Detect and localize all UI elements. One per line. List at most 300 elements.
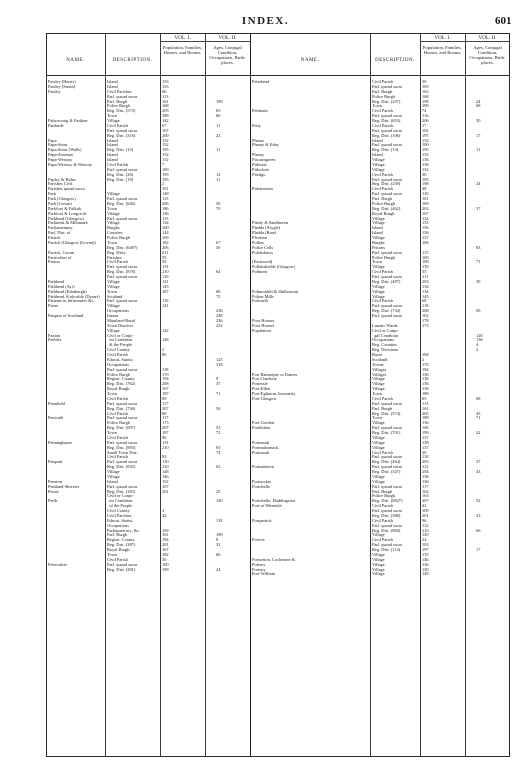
index-entry-name: Port-Eglinton, Inverarity bbox=[252, 392, 296, 396]
index-entry-name: Penicuik bbox=[48, 416, 64, 421]
index-vol-one-ref: 102 bbox=[422, 314, 429, 318]
index-entry-description: Parl. quoad sacra bbox=[372, 304, 403, 309]
index-vol-one-ref: 195 bbox=[162, 148, 169, 153]
index-vol-one-ref: 142 bbox=[162, 328, 169, 333]
index-entry-description: Village bbox=[107, 221, 120, 226]
index-entry-description: Civil Parish bbox=[372, 109, 393, 114]
index-entry-description: Mainland-Rural bbox=[107, 318, 136, 323]
index-vol-one-ref: 117 bbox=[422, 484, 429, 489]
index-entry-description: Town bbox=[372, 104, 382, 109]
index-entry-description: Reg. Dist. (646) bbox=[107, 201, 136, 206]
index-vol-one-ref: 153 bbox=[162, 84, 169, 89]
index-entry-name: Papley & Holm bbox=[48, 177, 76, 182]
index-entry-description: Parl. quoad sacra bbox=[107, 265, 138, 270]
index-vol-two-ref: 37 bbox=[216, 382, 221, 387]
index-entry-name: Portnockie bbox=[252, 479, 272, 484]
index-entry-name: Pitlessie bbox=[252, 162, 267, 167]
index-vol-one-ref: 178 bbox=[422, 318, 429, 323]
index-entry-name: Portpatrick bbox=[252, 518, 272, 523]
index-entry-name: Papa-Stour bbox=[48, 143, 68, 148]
index-vol-two-ref: 25 bbox=[216, 489, 221, 494]
index-vol-one-ref: 118 bbox=[422, 304, 429, 309]
index-entry-description: Village bbox=[372, 474, 385, 479]
index-entry-description: Police Burgh bbox=[372, 255, 395, 260]
index-vol-one-ref: 148 bbox=[162, 470, 169, 474]
index-entry-description: Parl. quoad sacra bbox=[107, 94, 138, 99]
col-divider bbox=[105, 33, 106, 757]
index-entry-description: Reg. Dist. (114) bbox=[372, 548, 401, 552]
index-entry-name: Portsetton, Cockenzie & bbox=[252, 557, 296, 562]
index-entry-description: Reg. Dist. (347) bbox=[372, 470, 401, 474]
index-entry-description: Parl. quoad sacra bbox=[372, 177, 403, 182]
ages-header-right: Ages, Conjugal Condition, Occupations, Birth-places. bbox=[469, 45, 506, 65]
index-vol-one-ref: 163 bbox=[422, 494, 429, 499]
index-vol-two-ref: 24 bbox=[476, 182, 481, 187]
index-entry-name: Portsoy bbox=[252, 562, 266, 567]
index-vol-one-ref: 55 bbox=[162, 255, 167, 260]
index-entry-description: Reg. Dist. (385) bbox=[107, 489, 136, 494]
index-vol-two-ref: 71 bbox=[476, 416, 481, 421]
index-vol-one-ref: 197 bbox=[422, 548, 429, 552]
index-vol-one-ref: 100 bbox=[162, 562, 169, 567]
index-entry-description: Police Burgh bbox=[107, 372, 130, 377]
index-entry-description: Civil Parish bbox=[372, 504, 393, 509]
index-entry-description: Parl. quoad sacra bbox=[372, 484, 403, 489]
index-vol-one-ref: 200 bbox=[162, 133, 169, 138]
index-vol-one-ref: 55 bbox=[422, 270, 427, 275]
index-vol-one-ref: 139 bbox=[422, 265, 429, 270]
index-entry-description: Parl. quoad sacra bbox=[107, 416, 138, 421]
index-vol-one-ref: 161 bbox=[162, 99, 169, 104]
index-vol-one-ref: 74 bbox=[422, 109, 427, 114]
index-entry-description: Parl. Burgh bbox=[107, 99, 128, 104]
index-entry-name: Port-Gordon bbox=[252, 421, 275, 426]
index-vol-one-ref: 161 bbox=[422, 406, 429, 411]
vol-one-header: VOL. I. bbox=[160, 34, 205, 42]
ages-header: Ages, Conjugal Condition, Occupations, Birth-places. bbox=[209, 45, 246, 65]
index-vol-two-ref: 37 bbox=[476, 460, 481, 465]
index-entry-name: Peterhead bbox=[252, 80, 270, 84]
left-description-column bbox=[107, 80, 159, 572]
index-entry-description: Parl. quoad sacra bbox=[372, 465, 403, 470]
index-vol-two-ref: 50 bbox=[216, 245, 221, 250]
index-vol-one-ref: 67 bbox=[162, 123, 167, 128]
index-entry-description: Town bbox=[107, 240, 117, 245]
index-entry-description: Village bbox=[107, 304, 120, 309]
index-entry-name: Pharay bbox=[252, 153, 265, 158]
index-entry-name: Port-William bbox=[252, 572, 275, 577]
index-vol-two-ref: 11 bbox=[216, 177, 221, 182]
index-vol-one-ref: 168 bbox=[162, 104, 169, 109]
index-entry-description: Reg. Dist. (387) bbox=[107, 543, 136, 548]
index-entry-description: Village bbox=[107, 119, 120, 123]
index-entry-description: Reg. Dist. (893) bbox=[107, 445, 136, 450]
index-entry-description: Village bbox=[372, 533, 385, 538]
index-entry-description: Police Burgh bbox=[107, 104, 130, 109]
index-entry-description: Reg. Dist. (734) bbox=[372, 309, 401, 314]
index-entry-description: Burghs bbox=[107, 226, 120, 231]
index-vol-one-ref: 2 bbox=[162, 348, 165, 353]
index-vol-one-ref: 134 bbox=[422, 216, 429, 221]
index-vol-one-ref: 136 bbox=[422, 158, 429, 162]
population-header: Population, Families, Houses, and Rooms. bbox=[162, 45, 203, 55]
index-entry-description: Village bbox=[372, 440, 385, 445]
index-entry-description: Reg. Dist. (28) bbox=[107, 172, 134, 177]
index-vol-two-ref: 65 bbox=[216, 109, 221, 114]
index-entry-description: Prisons bbox=[372, 245, 385, 250]
index-vol-one-ref: 207 bbox=[162, 426, 169, 431]
index-vol-one-ref: 170 bbox=[162, 372, 169, 377]
index-vol-one-ref: 135 bbox=[422, 221, 429, 226]
index-entry-description: Parl. quoad sacra bbox=[107, 216, 138, 221]
index-entry-description: Town bbox=[107, 206, 117, 211]
index-vol-one-ref: 30 bbox=[422, 80, 427, 84]
index-vol-one-ref: 167 bbox=[162, 387, 169, 392]
index-entry-name: Parliamentary bbox=[48, 226, 73, 231]
index-entry-name: Patients in Infirmaries &c. bbox=[48, 299, 95, 304]
index-vol-one-ref: 134 bbox=[162, 221, 169, 226]
index-vol-two-ref: 39 bbox=[476, 279, 481, 284]
col-divider bbox=[465, 33, 466, 757]
index-vol-one-ref: 182 bbox=[162, 240, 169, 245]
index-vol-one-ref: 112 bbox=[422, 465, 429, 470]
index-entry-name: Penston bbox=[48, 479, 62, 484]
index-vol-two-ref: 33 bbox=[476, 513, 481, 518]
index-entry-name: Pitlochrie bbox=[252, 167, 270, 172]
index-entry-name: Pathhead bbox=[48, 279, 65, 284]
index-entry-name: Papa-Stronsay bbox=[48, 153, 74, 158]
index-vol-two-ref: 56 bbox=[216, 406, 221, 411]
index-vol-one-ref: 30 bbox=[422, 172, 427, 177]
index-vol-one-ref: 207 bbox=[422, 499, 429, 504]
index-entry-name: Paisley (Strath) bbox=[48, 84, 76, 89]
index-entry-description: Reg. Dist. (684*) bbox=[372, 499, 403, 504]
index-entry-description: Civil Parish bbox=[107, 353, 128, 357]
col-divider bbox=[160, 33, 161, 757]
index-entry-name: Pharay & Eday bbox=[252, 143, 279, 148]
index-entry-description: Village bbox=[372, 221, 385, 226]
index-entry-description: Island bbox=[372, 226, 383, 231]
index-entry-description: Police Burgh bbox=[372, 494, 395, 499]
population-header-right: Population, Families, Houses, and Rooms. bbox=[422, 45, 463, 55]
index-vol-one-ref: 176 bbox=[422, 362, 429, 367]
index-entry-description: Village bbox=[372, 289, 385, 294]
index-entry-description: Civil Parish bbox=[372, 187, 393, 192]
index-entry-description: Parl. quoad sacra bbox=[107, 562, 138, 567]
index-entry-description: Civil Parish bbox=[107, 162, 128, 167]
index-vol-one-ref: 92 bbox=[162, 455, 167, 460]
index-vol-one-ref: 136 bbox=[422, 562, 429, 567]
index-entry-name: Pitcairngreen bbox=[252, 158, 276, 162]
index-vol-two-ref: 71 bbox=[476, 260, 481, 265]
index-entry-description: Reg. Dist. (653) bbox=[372, 119, 401, 123]
index-vol-one-ref: 184 bbox=[422, 353, 429, 357]
index-vol-one-ref: 116 bbox=[162, 299, 169, 304]
index-vol-one-ref: 42 bbox=[422, 504, 427, 509]
index-vol-one-ref: 189 bbox=[422, 392, 429, 396]
index-entry-name: Paxton bbox=[48, 333, 61, 338]
index-entry-description: Village bbox=[372, 421, 385, 426]
index-entry-description: Reg. Dists. bbox=[107, 250, 127, 255]
index-entry-description: Village bbox=[372, 572, 385, 577]
index-vol-two-ref: 236 bbox=[216, 309, 223, 314]
index-entry-description: int Condition bbox=[107, 338, 133, 343]
index-entry-description: Parl. quoad sacra bbox=[107, 401, 138, 406]
index-entry-description: Civil Parish bbox=[372, 299, 393, 304]
index-entry-description: Village bbox=[107, 192, 120, 197]
index-vol-one-ref: 7 bbox=[162, 162, 165, 167]
index-vol-one-ref: 198 bbox=[422, 99, 429, 104]
index-entry-description: Parl. Burgh bbox=[372, 406, 393, 411]
page-number: 601 bbox=[495, 15, 512, 27]
index-vol-one-ref: 24 bbox=[422, 538, 427, 543]
index-entry-description: Island bbox=[107, 143, 118, 148]
index-entry-description: Island bbox=[107, 84, 118, 89]
index-entry-description: Reg. Dist. (573) bbox=[107, 109, 136, 114]
index-entry-description: Civil Parish bbox=[372, 450, 393, 455]
index-entry-description: Parl. quoad sacra bbox=[372, 455, 403, 460]
index-entry-name: Papa-Westray bbox=[48, 158, 73, 162]
index-entry-description: Civil Parish bbox=[107, 455, 128, 460]
index-vol-one-ref: 137 bbox=[422, 236, 429, 240]
index-entry-description: Reg. Dist. (646*) bbox=[107, 245, 138, 250]
index-entry-description: Burghs bbox=[372, 240, 385, 245]
index-vol-one-ref: 156 bbox=[422, 231, 429, 236]
index-vol-one-ref: 115 bbox=[162, 197, 169, 201]
index-entry-name: Park bbox=[48, 192, 57, 197]
index-entry-description: Parl. quoad sacra bbox=[372, 250, 403, 255]
index-vol-one-ref: 48 bbox=[422, 187, 427, 192]
index-vol-one-ref: 2 bbox=[422, 357, 425, 362]
index-vol-two-ref: 24 bbox=[216, 567, 221, 572]
index-entry-description: Parl. quoad sacra bbox=[372, 426, 403, 431]
index-vol-one-ref: 182 bbox=[162, 552, 169, 557]
index-vol-one-ref: 136 bbox=[162, 211, 169, 216]
index-vol-two-ref: 136 bbox=[476, 338, 483, 343]
index-entry-description: Civil Parish bbox=[372, 518, 393, 523]
index-vol-one-ref: 145 bbox=[422, 294, 429, 299]
index-vol-one-ref: 142 bbox=[162, 119, 169, 123]
index-entry-description: Civil Parish bbox=[372, 396, 393, 401]
index-vol-two-ref: 9 bbox=[216, 377, 219, 382]
index-vol-one-ref: 184 bbox=[422, 367, 429, 372]
index-vol-one-ref: 30 bbox=[162, 557, 167, 562]
index-vol-one-ref: 169 bbox=[422, 201, 429, 206]
index-entry-name: Parkfoot & Falkirk bbox=[48, 206, 82, 211]
vol-two-header: VOL. II. bbox=[205, 34, 250, 42]
index-entry-description: Village bbox=[372, 382, 385, 387]
index-entry-description: Village bbox=[372, 284, 385, 289]
index-entry-description: Civil or Conjo- bbox=[107, 494, 134, 499]
index-vol-two-ref: 65 bbox=[216, 445, 221, 450]
index-vol-one-ref: 132 bbox=[422, 167, 429, 172]
index-entry-name: Parl. Dist. of bbox=[48, 231, 71, 236]
index-entry-description: Reg. Dist. (701) bbox=[372, 431, 401, 435]
index-entry-description: Parl. quoad sacra bbox=[107, 167, 138, 172]
index-vol-one-ref: 206 bbox=[162, 245, 169, 250]
index-vol-two-ref: 66 bbox=[216, 552, 221, 557]
index-entry-description: Parl. quoad sacra bbox=[372, 509, 403, 513]
index-entry-name: Pollies bbox=[252, 240, 264, 245]
index-entry-description: Rural bbox=[372, 353, 382, 357]
index-entry-description: gal Condition bbox=[372, 333, 399, 338]
index-entry-description: Reg. Dist. (736) bbox=[107, 406, 136, 411]
index-vol-one-ref: 138 bbox=[422, 440, 429, 445]
index-vol-one-ref: 105 bbox=[422, 84, 429, 89]
index-entry-name: Penpont bbox=[48, 460, 63, 465]
index-entry-description: Parl. quoad sacra bbox=[107, 367, 138, 372]
page-title: INDEX. bbox=[241, 15, 290, 27]
index-entry-description: Reg. Dist. (19) bbox=[107, 177, 134, 182]
index-entry-name: Panbride bbox=[48, 123, 64, 128]
index-entry-name: Patna bbox=[48, 304, 58, 309]
index-vol-one-ref: 150 bbox=[422, 567, 429, 572]
index-entry-name: Portree bbox=[252, 538, 265, 543]
index-entry-description: Reg. Dist. (237) bbox=[372, 99, 401, 104]
index-vol-two-ref: 33 bbox=[216, 543, 221, 548]
index-entry-description: Village bbox=[372, 387, 385, 392]
index-vol-one-ref: 152 bbox=[162, 138, 169, 143]
index-vol-two-ref: 126 bbox=[476, 333, 483, 338]
index-vol-one-ref: 138 bbox=[422, 474, 429, 479]
index-entry-description: Reg. Dist. (106) bbox=[372, 133, 401, 138]
index-vol-one-ref: 169 bbox=[162, 236, 169, 240]
index-entry-description: Town bbox=[372, 392, 382, 396]
index-vol-one-ref: 138 bbox=[422, 387, 429, 392]
index-vol-one-ref: 156 bbox=[422, 226, 429, 231]
index-entry-description: Village bbox=[372, 557, 385, 562]
index-vol-two-ref: 72 bbox=[216, 431, 221, 435]
index-entry-name: Polton Mills bbox=[252, 294, 274, 299]
index-vol-one-ref: 167 bbox=[162, 548, 169, 552]
index-entry-description: Reg. Dist. (13) bbox=[372, 148, 399, 153]
index-entry-description: Civil Parishes bbox=[107, 89, 132, 94]
index-entry-description: Reg. Dist. (316) bbox=[107, 133, 136, 138]
index-vol-one-ref: 2 bbox=[162, 182, 165, 187]
index-vol-one-ref: 205 bbox=[162, 109, 169, 114]
index-vol-two-ref: 52 bbox=[476, 499, 481, 504]
index-vol-two-ref: 11 bbox=[216, 148, 221, 153]
index-entry-name: Poor Houses bbox=[252, 318, 275, 323]
index-entry-description: Educat. Statist. bbox=[107, 357, 134, 362]
index-entry-name: Partick bbox=[48, 236, 61, 240]
index-vol-two-ref: 252 bbox=[216, 323, 223, 328]
index-entry-description: Occupations bbox=[107, 309, 129, 314]
index-entry-description: Island bbox=[107, 138, 118, 143]
index-entry-description: Civil Parish bbox=[372, 123, 393, 128]
index-vol-one-ref: 110 bbox=[162, 275, 169, 279]
index-entry-name: Petty bbox=[252, 123, 262, 128]
index-entry-description: Village bbox=[372, 445, 385, 450]
index-vol-one-ref: 136 bbox=[422, 372, 429, 377]
index-vol-two-ref: 118 bbox=[216, 518, 223, 523]
index-vol-one-ref: 149 bbox=[422, 533, 429, 538]
index-entry-description: Town bbox=[107, 392, 117, 396]
index-entry-description: Village bbox=[372, 162, 385, 167]
name-header: NAME. bbox=[66, 58, 85, 63]
index-vol-one-ref: 135 bbox=[422, 552, 429, 557]
index-vol-one-ref: 206 bbox=[162, 201, 169, 206]
index-vol-one-ref: 145 bbox=[162, 284, 169, 289]
index-entry-description: Reg. Counties bbox=[372, 343, 397, 348]
index-vol-one-ref: 144 bbox=[162, 231, 169, 236]
index-entry-description: of the People bbox=[107, 504, 133, 509]
index-entry-description: Civil Parish bbox=[372, 270, 393, 275]
index-vol-one-ref: 169 bbox=[422, 255, 429, 260]
index-entry-description: Town bbox=[372, 416, 382, 421]
index-entry-name: Pitsligo bbox=[252, 172, 266, 177]
index-entry-description: Civil Parish bbox=[107, 411, 128, 416]
right-vol1-column bbox=[422, 80, 442, 577]
index-entry-name: Pittsly & Sandhaven bbox=[252, 221, 289, 226]
index-vol-two-ref: 70 bbox=[216, 206, 221, 211]
index-entry-description: Village bbox=[107, 211, 120, 216]
index-entry-name: Pladda (Bute) bbox=[252, 231, 277, 236]
index-entry-description: Parl. quoad sacra bbox=[107, 299, 138, 304]
right-description-column bbox=[372, 80, 419, 577]
index-vol-one-ref: 210 bbox=[162, 270, 169, 275]
index-vol-two-ref: 140 bbox=[216, 499, 223, 504]
index-vol-one-ref: 161 bbox=[422, 197, 429, 201]
index-entry-description: Island bbox=[372, 153, 383, 158]
index-vol-one-ref: 95 bbox=[162, 260, 167, 265]
left-name-column bbox=[48, 80, 104, 572]
index-entry-description: Parl. quoad sacra bbox=[107, 484, 138, 489]
index-vol-two-ref: 83 bbox=[476, 245, 481, 250]
index-vol-one-ref: 111 bbox=[422, 275, 429, 279]
index-vol-one-ref: 188 bbox=[422, 260, 429, 265]
index-entry-name: Portmoak bbox=[252, 440, 270, 445]
index-entry-description: Occupations bbox=[107, 362, 129, 367]
index-entry-name: Pharay bbox=[252, 138, 265, 143]
index-vol-two-ref: 8 bbox=[216, 538, 219, 543]
index-vol-one-ref: 152 bbox=[162, 158, 169, 162]
index-entry-description: Village bbox=[107, 470, 120, 474]
index-vol-one-ref: 107 bbox=[162, 484, 169, 489]
left-vol2-column bbox=[216, 80, 236, 572]
index-vol-one-ref: 152 bbox=[162, 479, 169, 484]
index-entry-description: Civil Parish bbox=[107, 435, 128, 440]
index-vol-one-ref: 195 bbox=[162, 177, 169, 182]
index-vol-one-ref: 189 bbox=[422, 104, 429, 109]
index-entry-description: Police Burgh bbox=[372, 201, 395, 206]
index-entry-description: int Condition bbox=[107, 499, 133, 504]
index-vol-two-ref: 189 bbox=[216, 533, 223, 538]
index-vol-one-ref: 210 bbox=[162, 445, 169, 450]
index-vol-one-ref: 186 bbox=[162, 206, 169, 211]
index-vol-two-ref: 64 bbox=[216, 270, 221, 275]
index-entry-description: Civil Parish bbox=[372, 80, 393, 84]
index-vol-one-ref: 201 bbox=[162, 543, 169, 548]
index-entry-description: Parl. quoad sacra bbox=[372, 543, 403, 548]
index-entry-name: Papa-Westray & Westray bbox=[48, 162, 93, 167]
index-vol-one-ref: 199 bbox=[162, 567, 169, 572]
index-vol-one-ref: 187 bbox=[162, 289, 169, 294]
index-entry-name: Pleckton bbox=[252, 236, 268, 240]
index-entry-name: Polmont bbox=[252, 270, 267, 275]
center-divider bbox=[250, 33, 251, 757]
index-entry-name: Pathhead, Kirkcaldy (Dysart) bbox=[48, 294, 100, 299]
index-entry-description: Parishes bbox=[107, 255, 122, 260]
index-vol-one-ref: 80 bbox=[162, 411, 167, 416]
index-vol-one-ref: 168 bbox=[422, 94, 429, 99]
index-entry-name: Paisley bbox=[48, 89, 61, 94]
index-entry-description: Educat. Statist. bbox=[107, 518, 134, 523]
index-vol-one-ref: 152 bbox=[422, 153, 429, 158]
index-entry-description: Civil Parish bbox=[107, 123, 128, 128]
index-entry-name: Port-Ellen bbox=[252, 387, 271, 392]
right-vol2-column bbox=[476, 80, 496, 577]
